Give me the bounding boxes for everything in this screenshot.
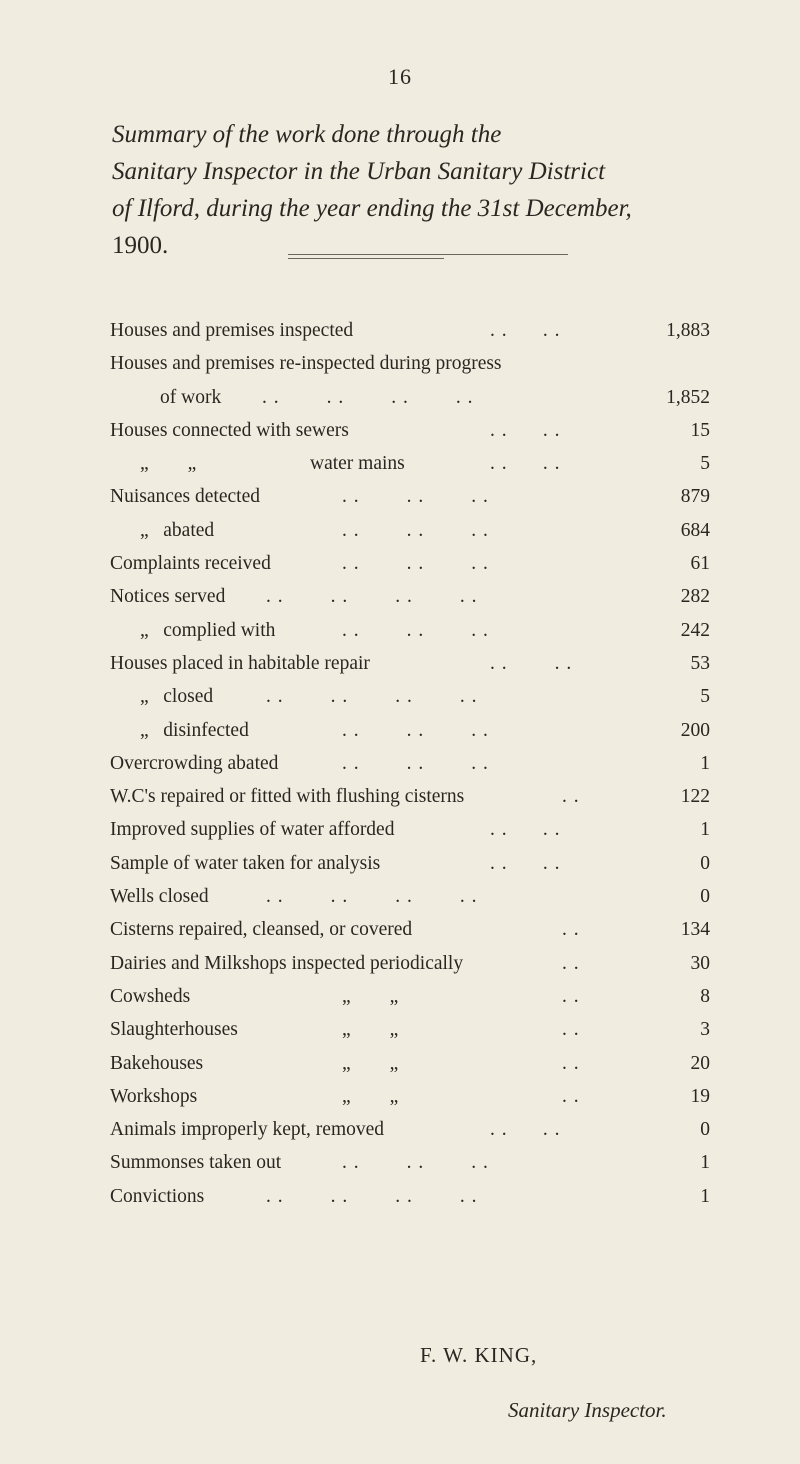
row-label-secondary: „ „ [342, 1019, 399, 1041]
row-label: W.C's repaired or fitted with flushing cisterns [110, 786, 465, 808]
row-value: 122 [680, 786, 710, 808]
table-row [110, 980, 710, 1013]
row-value: 0 [700, 1119, 710, 1141]
row-leader-dots: . . . . . . . . [266, 686, 478, 708]
row-leader-dots: . . [562, 919, 580, 941]
row-label-secondary: „ „ [342, 985, 399, 1007]
row-label: Summonses taken out [110, 1152, 282, 1174]
row-value: 61 [690, 553, 710, 575]
row-leader-dots: . . . . . . . . [266, 886, 478, 908]
row-label: Sample of water taken for analysis [110, 852, 381, 874]
row-value: 1,852 [666, 386, 710, 408]
designation: Sanitary Inspector. [508, 1398, 667, 1422]
row-value: 282 [680, 586, 710, 608]
row-value: 684 [680, 519, 710, 541]
table-row [110, 747, 710, 780]
table-row [110, 447, 710, 480]
table-row [110, 780, 710, 813]
row-leader-dots: . . [562, 985, 580, 1007]
row-value: 20 [690, 1052, 710, 1074]
row-label: Dairies and Milkshops inspected periodically [110, 952, 464, 974]
row-label: „ „ [140, 453, 197, 475]
row-leader-dots: . . [562, 952, 580, 974]
table-row [110, 614, 710, 647]
row-leader-dots: . . [562, 1052, 580, 1074]
row-label: Convictions [110, 1185, 205, 1207]
row-leader-dots: . . . . [490, 419, 561, 441]
table-row [110, 347, 710, 380]
row-label: „ complied with [140, 619, 276, 641]
table-row [110, 547, 710, 580]
row-leader-dots: . . [562, 1019, 580, 1041]
row-leader-dots: . . . . . . [342, 553, 489, 575]
row-label-secondary: water mains [310, 453, 405, 475]
table-row [110, 680, 710, 713]
row-label: Houses and premises re-inspected during progress [110, 353, 502, 375]
row-value: 1 [700, 1152, 710, 1174]
row-value: 5 [700, 686, 710, 708]
title-line-2: Sanitary Inspector in the Urban Sanitary District [112, 158, 606, 185]
row-label: Wells closed [110, 886, 209, 908]
title-rule [288, 254, 568, 255]
table-row [110, 580, 710, 613]
row-value: 200 [680, 719, 710, 741]
row-leader-dots: . . . . [490, 1119, 561, 1141]
row-leader-dots: . . . . [490, 652, 573, 674]
row-label: Overcrowding abated [110, 752, 279, 774]
table-row [110, 714, 710, 747]
row-leader-dots: . . . . [490, 852, 561, 874]
table-row [110, 1013, 710, 1046]
title-line-3: of Ilford, during the year ending the 31st December, [112, 195, 632, 222]
row-label: Workshops [110, 1085, 198, 1107]
row-label: Animals improperly kept, removed [110, 1119, 385, 1141]
row-label-secondary: „ „ [342, 1085, 399, 1107]
row-leader-dots: . . . . . . . . [266, 1185, 478, 1207]
table-row [110, 1180, 710, 1213]
row-leader-dots: . . . . [490, 320, 561, 341]
row-label: Houses and premises inspected [110, 320, 354, 341]
table-row [110, 1047, 710, 1080]
row-leader-dots: . . . . [490, 819, 561, 841]
row-value: 3 [700, 1019, 710, 1041]
row-label: Bakehouses [110, 1052, 204, 1074]
row-label: Complaints received [110, 553, 271, 575]
row-value: 1,883 [666, 320, 710, 341]
table-row [110, 847, 710, 880]
row-value: 8 [700, 985, 710, 1007]
row-label: Cowsheds [110, 985, 191, 1007]
row-label: Nuisances detected [110, 486, 260, 508]
row-leader-dots: . . . . . . [342, 619, 489, 641]
row-value: 5 [700, 453, 710, 475]
row-value: 19 [690, 1085, 710, 1107]
row-value: 1 [700, 752, 710, 774]
row-value: 242 [680, 619, 710, 641]
row-leader-dots: . . [562, 1085, 580, 1107]
table-row [110, 913, 710, 946]
row-leader-dots: . . . . . . . . [266, 586, 478, 608]
row-label: Improved supplies of water afforded [110, 819, 395, 841]
row-leader-dots: . . . . . . [342, 719, 489, 741]
row-value: 0 [700, 886, 710, 908]
table-row [110, 880, 710, 913]
row-leader-dots: . . . . . . [342, 519, 489, 541]
title-line-1: Summary of the work done through the [112, 121, 502, 148]
table-row [110, 480, 710, 513]
row-value: 879 [680, 486, 710, 508]
title-rule-short [288, 258, 444, 259]
row-value: 15 [690, 419, 710, 441]
row-value: 53 [690, 652, 710, 674]
row-label: Houses connected with sewers [110, 419, 349, 441]
row-value: 30 [690, 952, 710, 974]
row-value: 0 [700, 852, 710, 874]
row-label: „ closed [140, 686, 214, 708]
row-leader-dots: . . . . . . [342, 1152, 489, 1174]
row-label: Cisterns repaired, cleansed, or covered [110, 919, 413, 941]
row-value: 134 [680, 919, 710, 941]
row-label: of work [160, 386, 222, 408]
table-row [110, 1113, 710, 1146]
row-label: „ disinfected [140, 719, 249, 741]
table-row [110, 381, 710, 414]
row-value: 1 [700, 819, 710, 841]
row-value: 1 [700, 1185, 710, 1207]
signature: F. W. KING, [420, 1343, 538, 1367]
row-label: Notices served [110, 586, 226, 608]
table-row [110, 414, 710, 447]
table-row [110, 514, 710, 547]
page-number: 16 [388, 64, 412, 89]
title-year: 1900. [112, 232, 169, 259]
row-label-secondary: „ „ [342, 1052, 399, 1074]
table-row [110, 947, 710, 980]
table-row [110, 647, 710, 680]
table-row [110, 1146, 710, 1179]
row-leader-dots: . . . . [490, 453, 561, 475]
row-label: „ abated [140, 519, 215, 541]
row-leader-dots: . . . . . . . . [262, 386, 474, 408]
row-label: Slaughterhouses [110, 1019, 238, 1041]
summary-table [110, 314, 710, 1213]
row-leader-dots: . . [562, 786, 580, 808]
table-row [110, 314, 710, 347]
table-row [110, 813, 710, 846]
row-leader-dots: . . . . . . [342, 752, 489, 774]
row-label: Houses placed in habitable repair [110, 652, 370, 674]
page-title [112, 116, 672, 264]
table-row [110, 1080, 710, 1113]
row-leader-dots: . . . . . . [342, 486, 489, 508]
